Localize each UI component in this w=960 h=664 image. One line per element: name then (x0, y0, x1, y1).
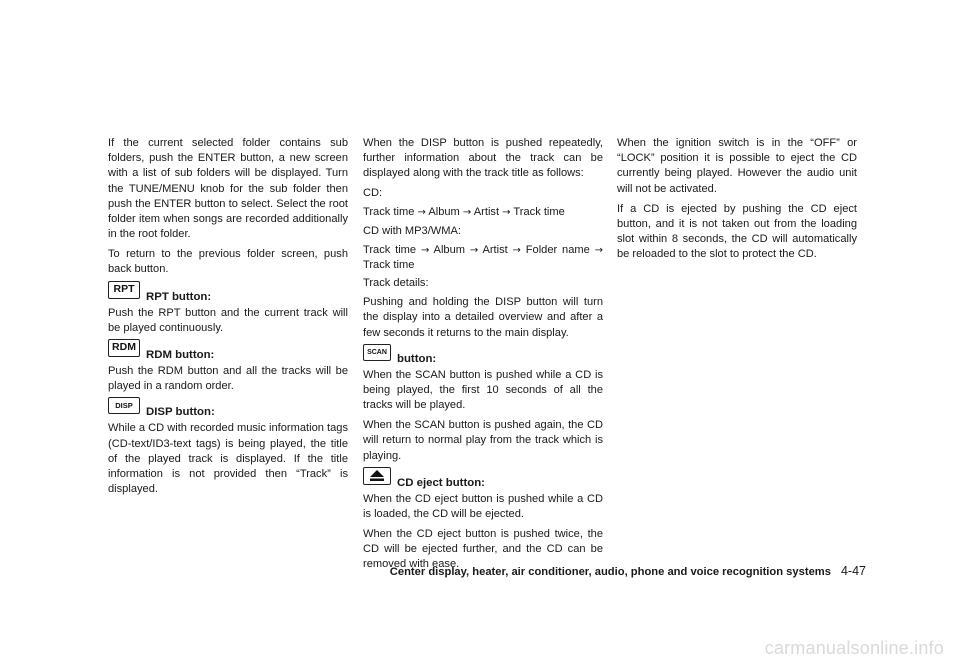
seq-item: Track time (363, 243, 417, 256)
eject-icon (363, 467, 391, 485)
disp-heading (108, 403, 348, 420)
seq-item: Track time (363, 258, 415, 271)
seq-item: Album (433, 243, 465, 256)
paragraph: When the SCAN button is pushed again, the CD will return to normal play from the track which is playing. (363, 419, 603, 462)
arrow-icon: → (417, 207, 426, 219)
paragraph: If the current selected folder contains sub folders, push the ENTER button, a new screen with a list of sub folders will be displayed. Turn the TUNE/MENU knob for the sub folder then push the ENTER button to select. Select the root folder item when songs are recorded additionally in the root folder. (108, 137, 348, 241)
paragraph: When the SCAN button is pushed while a CD is being played, the first 10 seconds of all the tracks will be played. (363, 368, 603, 412)
rpt-button-icon: RPT (108, 281, 140, 299)
heading-label: RDM button: (146, 349, 215, 362)
paragraph: Push the RPT button and the current track will be played continuously. (108, 306, 348, 334)
paragraph: When the DISP button is pushed repeatedly, further information about the track can be displayed along with the track title as follows: (363, 137, 603, 180)
arrow-icon: → (469, 244, 479, 256)
arrow-icon: → (512, 244, 521, 256)
scan-button-icon: SCAN (363, 344, 391, 361)
details-label: Track details: (363, 277, 429, 290)
column-3 (617, 136, 857, 267)
footer-title: Center display, heater, air conditioner, audio, phone and voice recognition systems (389, 566, 831, 578)
page-footer (0, 564, 866, 578)
seq-item: Folder name (525, 243, 590, 256)
seq-item: Album (428, 206, 460, 219)
rpt-heading (108, 283, 348, 305)
arrow-icon: → (420, 244, 430, 256)
sequence-mp3 (363, 243, 603, 273)
rdm-heading (108, 341, 348, 363)
mp3-label: CD with MP3/WMA: (363, 224, 462, 237)
paragraph: Push the RDM button and all the tracks will be played in a random order. (108, 365, 348, 393)
eject-glyph (370, 470, 384, 481)
disp-button-icon: DISP (108, 397, 140, 414)
paragraph: If a CD is ejected by pushing the CD eject button, and it is not taken out from the loading slot within 8 seconds, the CD will automatically be reloaded to the slot to protect the CD. (617, 202, 857, 261)
arrow-icon: → (462, 207, 472, 219)
paragraph: When the ignition switch is in the “OFF” or “LOCK” position it is possible to eject the CD currently being played. However the audio unit will not be activated. (617, 137, 857, 195)
heading-label: button: (397, 352, 437, 365)
column-1 (108, 136, 348, 502)
seq-item: Artist (473, 206, 500, 219)
paragraph: When the CD eject button is pushed twice, the CD will be ejected further, and the CD can be removed with ease. (363, 527, 603, 571)
paragraph: When the CD eject button is pushed while a CD is loaded, the CD will be ejected. (363, 492, 603, 520)
heading-label: CD eject button: (397, 476, 485, 489)
seq-item: Artist (482, 243, 508, 256)
arrow-icon: → (502, 207, 511, 219)
page-number: 4-47 (840, 564, 866, 578)
column-2 (363, 136, 603, 577)
watermark: carmanualsonline.info (764, 638, 944, 658)
heading-label: DISP button: (146, 406, 215, 419)
arrow-icon: → (594, 244, 603, 256)
sequence-cd (363, 205, 603, 220)
eject-heading (363, 473, 603, 491)
paragraph: Pushing and holding the DISP button will turn the display into a detailed overview and after a few seconds it returns to the main display. (363, 296, 603, 339)
heading-label: RPT button: (146, 290, 212, 303)
scan-heading (363, 350, 603, 367)
rdm-button-icon: RDM (108, 339, 140, 357)
paragraph: To return to the previous folder screen, push back button. (108, 248, 348, 276)
seq-item: Track time (363, 206, 415, 219)
seq-item: Track time (513, 206, 565, 219)
paragraph: While a CD with recorded music information tags (CD-text/ID3-text tags) is being played, the title of the played track is displayed. If the title information is not provided then “Track” is displayed. (108, 422, 348, 496)
cd-label: CD: (363, 187, 383, 200)
